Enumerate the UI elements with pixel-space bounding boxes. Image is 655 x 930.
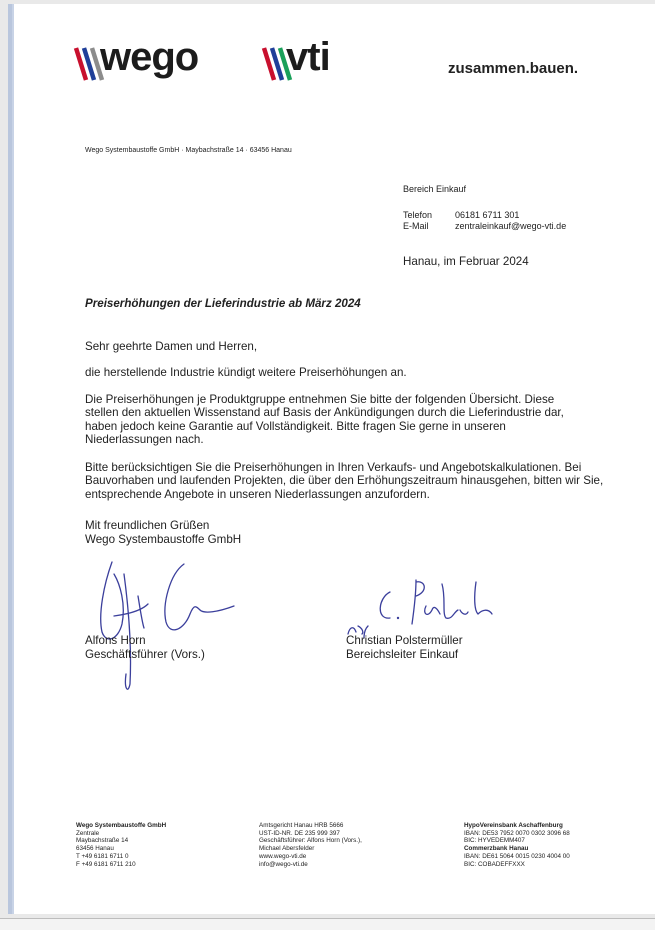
paragraph-1: die herstellende Industrie kündigt weitere Preiserhöhungen an.: [85, 366, 407, 379]
footer-company-name: Wego Systembaustoffe GmbH: [76, 822, 167, 829]
footer-bank-name: HypoVereinsbank Aschaffenburg: [464, 822, 563, 829]
signatory-1-name: Alfons Horn: [85, 634, 146, 647]
signature-horn: [84, 544, 244, 699]
signatory-2-name: Christian Polstermüller: [346, 634, 463, 647]
footer-line: IBAN: DE53 7952 0070 0302 3096 68: [464, 829, 570, 837]
phone-label: Telefon: [403, 210, 433, 220]
footer-line: www.wego-vti.de: [259, 852, 307, 860]
footer-line: Geschäftsführer: Alfons Horn (Vors.),: [259, 837, 362, 845]
footer-line: Maybachstraße 14: [76, 837, 129, 845]
email-label: E-Mail: [403, 221, 429, 231]
department: Bereich Einkauf: [403, 184, 467, 194]
footer-line: Michael Abersfelder: [259, 845, 315, 853]
footer-line: Amtsgericht Hanau HRB 5666: [259, 822, 344, 829]
signatory-1-title: Geschäftsführer (Vors.): [85, 648, 205, 661]
signatory-2-title: Bereichsleiter Einkauf: [346, 648, 459, 661]
footer-line: UST-ID-NR. DE 235 999 397: [259, 829, 340, 837]
footer-col-bank: [464, 822, 570, 868]
paragraph-2: Die Preiserhöhungen je Produktgruppe entnehmen Sie bitte der folgenden Übersicht. Diese stellen den aktuellen Wissenstand auf Basis der Ankündigungen durch die Lieferindustrie dar, haben jedoch keine Garantie auf Vollständigkeit. Bitte fragen Sie gerne in unseren Niederlassungen nach.: [85, 393, 564, 447]
footer-line: 63456 Hanau: [76, 845, 114, 853]
closing-greeting: Mit freundlichen Grüßen: [85, 519, 210, 532]
footer-line: BIC: COBADEFFXXX: [464, 860, 525, 868]
footer-col-company: [76, 822, 166, 868]
place-date: Hanau, im Februar 2024: [403, 255, 529, 268]
footer-bank-name: Commerzbank Hanau: [464, 845, 529, 853]
vti-logo-text: vti: [286, 35, 330, 79]
footer-col-registry: [259, 822, 362, 868]
phone-value: 06181 6711 301: [455, 210, 520, 220]
wego-logo-text: wego: [100, 35, 199, 79]
viewer-bottom-edge: [0, 918, 655, 930]
salutation: Sehr geehrte Damen und Herren,: [85, 340, 258, 353]
footer-line: BIC: HYVEDEMM407: [464, 837, 525, 845]
closing-company: Wego Systembaustoffe GmbH: [85, 533, 242, 546]
footer-line: T +49 6181 6711 0: [76, 852, 129, 860]
sender-line: Wego Systembaustoffe GmbH · Maybachstraße 14 · 63456 Hanau: [85, 147, 292, 154]
footer-line: IBAN: DE61 5064 0015 0230 4004 00: [464, 852, 570, 860]
email-value: zentraleinkauf@wego-vti.de: [455, 221, 567, 231]
footer-line: F +49 6181 6711 210: [76, 860, 136, 868]
footer-line: info@wego-vti.de: [259, 860, 308, 868]
slogan: zusammen.bauen.: [448, 60, 579, 77]
footer-line: Zentrale: [76, 829, 100, 837]
subject-line: Preiserhöhungen der Lieferindustrie ab März 2024: [85, 297, 361, 310]
paragraph-3: Bitte berücksichtigen Sie die Preiserhöhungen in Ihren Verkaufs- und Angebotskalkulationen. Bei Bauvorhaben und laufenden Projekten, die über den Erhöhungszeitraum hinausgehen, bitten wir Sie, entsprechende Angebote in unseren Niederlassungen anzufordern.: [85, 461, 604, 501]
letter-page: [14, 4, 655, 914]
